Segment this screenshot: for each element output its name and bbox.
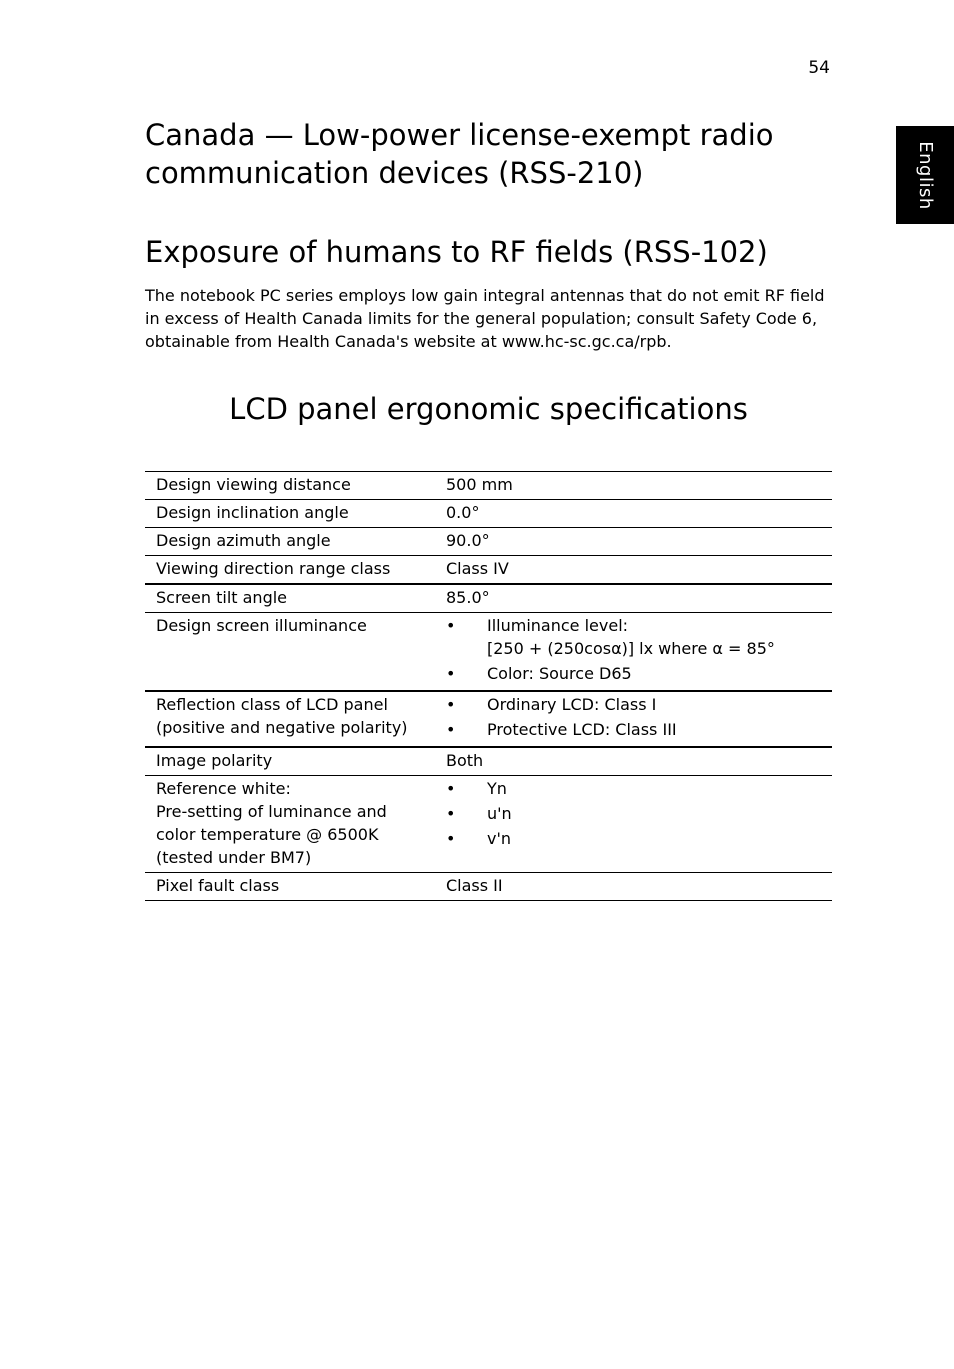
table-row [145,528,832,556]
table-row [145,556,832,585]
bullet-text: Protective LCD: Class III [487,720,677,739]
bullet-icon: • [446,720,456,739]
bullet-icon: • [446,804,456,823]
spec-value: Both [446,747,832,776]
table-row [145,873,832,901]
list-item [446,662,832,685]
heading-canada: Canada — Low-power license-exempt radio communication devices (RSS-210) [145,118,774,190]
spec-value [446,691,832,747]
spec-value: Class II [446,873,832,901]
bullet-icon: • [446,616,456,635]
spec-label: Reference white: Pre-setting of luminance and color temperature @ 6500K (tested under BM7) [145,776,446,873]
spec-label: Pixel fault class [145,873,446,901]
table-row [145,472,832,500]
list-item [446,718,832,741]
lcd-spec-table-body [145,472,832,901]
bullet-text: Color: Source D65 [487,664,632,683]
spec-bullet-list [446,693,832,741]
spec-label: Reflection class of LCD panel (positive and negative polarity) [145,691,446,747]
spec-value: Class IV [446,556,832,585]
bullet-text: v'n [487,829,512,848]
spec-label: Design inclination angle [145,500,446,528]
spec-bullet-list [446,614,832,685]
table-row [145,584,832,613]
bullet-text: Ordinary LCD: Class I [487,695,657,714]
table-row [145,500,832,528]
bullet-text: Illuminance level: [250 + (250cosα)] lx where α = 85° [487,616,775,658]
language-tab [896,126,954,224]
spec-value: 85.0° [446,584,832,613]
spec-bullet-list [446,777,832,850]
table-row [145,776,832,873]
lcd-spec-table [145,471,832,901]
heading-lcd-specifications: LCD panel ergonomic specifications [229,392,748,426]
spec-label: Design azimuth angle [145,528,446,556]
bullet-icon: • [446,664,456,683]
exposure-paragraph: The notebook PC series employs low gain integral antennas that do not emit RF field in excess of Health Canada limits for the general population; consult Safety Code 6, obtainable from Health Canada's website at www.hc-sc.gc.ca/rpb. [145,286,825,351]
table-row [145,747,832,776]
list-item [446,827,832,850]
spec-label: Design screen illuminance [145,613,446,692]
heading-exposure: Exposure of humans to RF fields (RSS-102) [145,235,768,269]
spec-value [446,613,832,692]
spec-value: 90.0° [446,528,832,556]
spec-value: 0.0° [446,500,832,528]
bullet-icon: • [446,695,456,714]
list-item [446,693,832,716]
spec-label: Image polarity [145,747,446,776]
bullet-icon: • [446,829,456,848]
list-item [446,777,832,800]
list-item [446,802,832,825]
table-row [145,613,832,692]
spec-label: Screen tilt angle [145,584,446,613]
bullet-text: u'n [487,804,512,823]
spec-value: 500 mm [446,472,832,500]
language-tab-label: English [914,140,936,210]
spec-label: Viewing direction range class [145,556,446,585]
bullet-icon: • [446,779,456,798]
list-item [446,614,832,660]
page-number: 54 [808,58,830,78]
spec-value [446,776,832,873]
bullet-text: Yn [487,779,507,798]
table-row [145,691,832,747]
spec-label: Design viewing distance [145,472,446,500]
